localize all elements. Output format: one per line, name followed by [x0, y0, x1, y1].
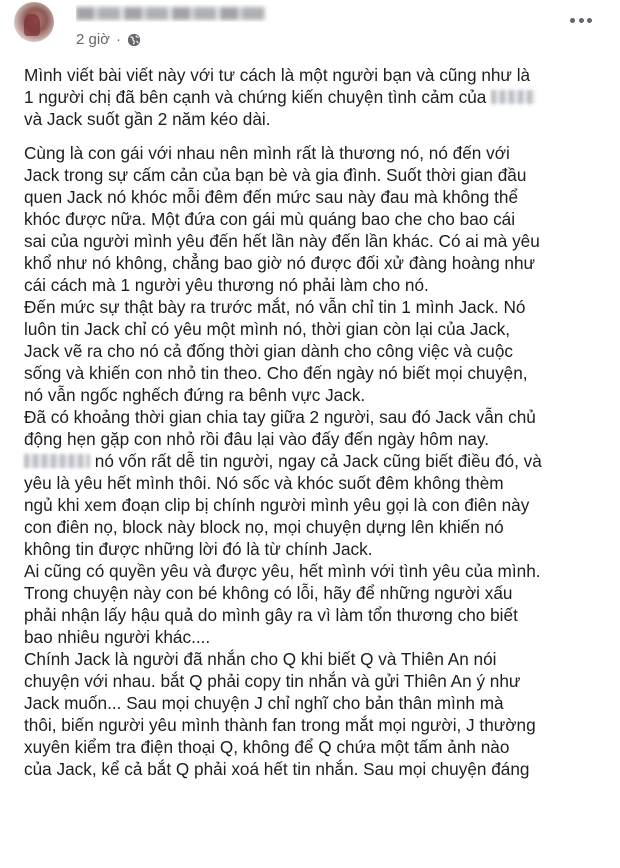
text-line: Đến mức sự thật bày ra trước mắt, nó vẫn chỉ tin 1 mình Jack. Nó	[24, 297, 526, 317]
paragraph	[24, 560, 614, 648]
text-line	[24, 450, 614, 472]
text-line: xuyên kiểm tra điện thoại Q, không để Q chứa một tấm ảnh nào	[24, 737, 510, 757]
text-line: Jack muốn... Sau mọi chuyện J chỉ nghĩ cho bản thân mình mà	[24, 693, 504, 713]
text-line: Ai cũng có quyền yêu và được yêu, hết mình với tình yêu của mình.	[24, 561, 541, 581]
paragraph	[24, 450, 614, 560]
paragraph	[24, 64, 614, 130]
text-line: Cùng là con gái với nhau nên mình rất là thương nó, nó đến với	[24, 143, 510, 163]
text-line: Jack trong sự cấm cản của bạn bè và gia đình. Suốt thời gian đầu	[24, 165, 527, 185]
text-line	[24, 86, 614, 108]
timestamp-separator: ·	[116, 31, 122, 48]
author-name[interactable]	[76, 4, 276, 22]
text-line: động hẹn gặp con nhỏ rồi đâu lại vào đấy đến ngày hôm nay.	[24, 429, 490, 449]
paragraph	[24, 406, 614, 450]
text-line: Đã có khoảng thời gian chia tay giữa 2 người, sau đó Jack vẫn chủ	[24, 407, 536, 427]
text-line: Mình viết bài viết này với tư cách là một người bạn và cũng như là	[24, 65, 531, 85]
paragraph	[24, 296, 614, 406]
paragraph	[24, 142, 614, 296]
text-line: con điên nọ, block này block nọ, mọi chuyện dựng lên khiến nó	[24, 517, 504, 537]
post-meta	[76, 30, 141, 50]
post-timestamp[interactable]: 2 giờ	[76, 31, 111, 48]
text-line: ngủ khi xem đoạn clip bị chính người mình yêu gọi là con điên này	[24, 495, 530, 515]
text-line: Trong chuyện này con bé không có lỗi, hãy để những người xấu	[24, 583, 513, 603]
text-segment: 1 người chị đã bên cạnh và chứng kiến chuyện tình cảm của	[24, 87, 487, 107]
more-horizontal-icon[interactable]	[570, 16, 592, 24]
text-line: chuyện với nhau. bắt Q phải copy tin nhắn và gửi Thiên An ý như	[24, 671, 521, 691]
post-body	[24, 64, 614, 780]
text-line: Chính Jack là người đã nhắn cho Q khi biết Q và Thiên An nói	[24, 649, 497, 669]
text-line: cái cách mà 1 người yêu thương nó phải làm cho nó.	[24, 275, 429, 295]
paragraph	[24, 648, 614, 780]
text-line: thôi, biến người yêu mình thành fan trong mắt mọi người, J thường	[24, 715, 536, 735]
post-header	[0, 0, 620, 58]
redacted-name	[24, 454, 90, 468]
text-line: sống và khiến con nhỏ tin theo. Cho đến ngày nó biết mọi chuyện,	[24, 363, 528, 383]
text-line: không tin được những lời đó là từ chính Jack.	[24, 539, 373, 559]
text-segment: nó vốn rất dễ tin người, ngay cả Jack cũng biết điều đó, và	[94, 451, 542, 471]
text-line: Jack vẽ ra cho nó cả đống thời gian dành cho công việc và cuộc	[24, 341, 514, 361]
text-line: sai của người mình yêu đến hết lần này đến lần khác. Có ai mà yêu	[24, 231, 540, 251]
text-line: yêu là yêu hết mình thôi. Nó sốc và khóc suốt đêm không thèm	[24, 473, 504, 493]
text-line: luôn tin Jack chỉ có yêu một mình nó, thời gian còn lại của Jack,	[24, 319, 511, 339]
text-line: phải nhận lấy hậu quả do mình gây ra vì làm tổn thương cho biết	[24, 605, 518, 625]
text-line: của Jack, kể cả bắt Q phải xoá hết tin nhắn. Sau mọi chuyện đáng	[24, 759, 530, 779]
text-line: và Jack suốt gần 2 năm kéo dài.	[24, 109, 271, 129]
redacted-name	[491, 90, 535, 104]
text-line: bao nhiêu người khác....	[24, 627, 211, 647]
text-line: quen Jack nó khóc mỗi đêm đến mức sau này đau mà không thể	[24, 187, 518, 207]
text-line: nó vẫn ngốc nghếch đứng ra bênh vực Jack.	[24, 385, 366, 405]
author-avatar[interactable]	[14, 2, 54, 42]
globe-icon[interactable]	[127, 33, 141, 47]
text-line: khóc được nữa. Một đứa con gái mù quáng bao che cho bao cái	[24, 209, 516, 229]
text-line: khổ như nó không, chẳng bao giờ nó được đối xử đàng hoàng như	[24, 253, 536, 273]
